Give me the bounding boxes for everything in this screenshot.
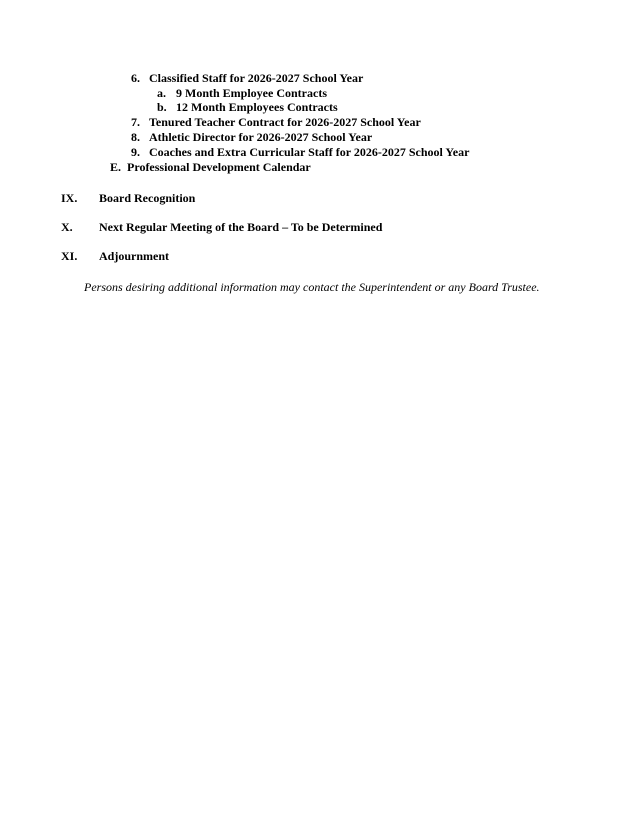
item-letter: E. xyxy=(110,160,122,174)
item-text: Board Recognition xyxy=(99,191,196,205)
item-number: 8. xyxy=(131,130,140,144)
item-text: 12 Month Employees Contracts xyxy=(176,100,338,114)
item-text: Next Regular Meeting of the Board – To be Determined xyxy=(99,220,383,234)
contact-note: Persons desiring additional information may contact the Superintendent or any Board Trustee. xyxy=(84,280,540,294)
item-text: Professional Development Calendar xyxy=(127,160,311,174)
agenda-subitem-a xyxy=(157,86,327,100)
item-text: Adjournment xyxy=(99,249,170,263)
agenda-item-x xyxy=(61,220,382,234)
agenda-item-ix xyxy=(61,191,195,205)
agenda-item-xi xyxy=(61,249,169,263)
item-text: Tenured Teacher Contract for 2026-2027 School Year xyxy=(149,115,421,129)
item-number: 7. xyxy=(131,115,140,129)
item-letter: a. xyxy=(157,86,166,100)
agenda-item-8 xyxy=(131,130,372,144)
item-text: 9 Month Employee Contracts xyxy=(176,86,327,100)
roman-numeral: X. xyxy=(61,220,73,234)
roman-numeral: XI. xyxy=(61,249,78,263)
roman-numeral: IX. xyxy=(61,191,78,205)
agenda-item-7 xyxy=(131,115,421,129)
item-letter: b. xyxy=(157,100,167,114)
agenda-item-6 xyxy=(131,71,363,85)
item-number: 9. xyxy=(131,145,140,159)
item-text: Classified Staff for 2026-2027 School Year xyxy=(149,71,364,85)
agenda-subitem-b xyxy=(157,100,338,114)
item-number: 6. xyxy=(131,71,140,85)
item-text: Coaches and Extra Curricular Staff for 2026-2027 School Year xyxy=(149,145,470,159)
item-text: Athletic Director for 2026-2027 School Year xyxy=(149,130,373,144)
agenda-item-9 xyxy=(131,145,469,159)
agenda-section-e xyxy=(110,160,311,174)
